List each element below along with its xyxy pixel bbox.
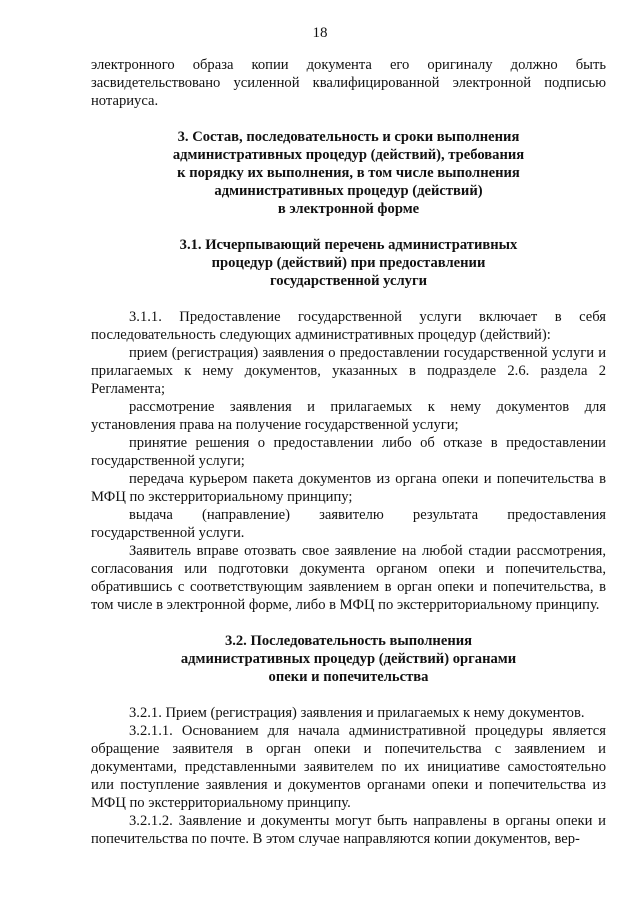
paragraph-3-2-1: 3.2.1. Прием (регистрация) заявления и прилагаемых к нему документов. [129,705,585,721]
heading-line: к порядку их выполнения, в том числе выполнения [177,165,520,181]
heading-line: 3. Состав, последовательность и сроки выполнения [177,129,520,145]
list-item-decision: принятие решения о предоставлении либо об отказе в предоставлении государственной услуги; [91,435,606,469]
spacer [91,290,606,308]
heading-line: административных процедур (действий) [214,183,483,199]
paragraph-3-2-1-2: 3.2.1.2. Заявление и документы могут быть направлены в органы опеки и попечительства по почте. В этом случае направляются копии документов, вер- [91,813,606,847]
heading-line: административных процедур (действий) органами [180,651,517,667]
intro-paragraph: электронного образа копии документа его оригиналу должно быть засвидетельствовано усиленной квалифицированной электронной подписью нотариуса. [91,57,606,109]
list-item-review: рассмотрение заявления и прилагаемых к нему документов для установления права на получение государственной услуги; [91,399,606,433]
spacer [91,614,606,632]
list-item-reception: прием (регистрация) заявления о предоставлении государственной услуги и прилагаемых к нему документов, указанных в подразделе 2.6. раздела 2 Регламента; [91,345,606,397]
heading-line: 3.1. Исчерпывающий перечень административных [179,237,518,253]
subsection-3-1-heading [91,236,606,290]
paragraph-withdrawal: Заявитель вправе отозвать свое заявление на любой стадии рассмотрения, согласования или подготовки документа органом опеки и попечительства, обратившись с соответствующим заявлением в орган опеки и попечительства, в том числе в электронной форме, либо в МФЦ по экстерриториальному принципу. [91,543,606,613]
page-content [91,56,606,848]
paragraph-3-2-1-1: 3.2.1.1. Основанием для начала административной процедуры является обращение заявителя в орган опеки и попечительства с заявлением и документами, представленными заявителем по их инициативе самостоятельно или поступление заявления и документов органами опеки и попечительства из МФЦ по экстерриториальному принципу. [91,723,606,811]
heading-line: процедур (действий) при предоставлении [211,255,486,271]
paragraph-3-1-1: 3.1.1. Предоставление государственной услуги включает в себя последовательность следующих административных процедур (действий): [91,309,606,343]
list-item-courier: передача курьером пакета документов из органа опеки и попечительства в МФЦ по экстерриториальному принципу; [91,471,606,505]
page-number: 18 [312,25,328,41]
heading-line: опеки и попечительства [268,669,429,685]
heading-line: в электронной форме [277,201,420,217]
spacer [91,218,606,236]
heading-line: административных процедур (действий), требования [172,147,525,163]
subsection-3-2-heading [91,632,606,686]
heading-line: 3.2. Последовательность выполнения [224,633,473,649]
heading-line: государственной услуги [269,273,428,289]
section-3-heading [91,128,606,218]
spacer [91,686,606,704]
list-item-issuance: выдача (направление) заявителю результата предоставления государственной услуги. [91,507,606,541]
spacer [91,110,606,128]
